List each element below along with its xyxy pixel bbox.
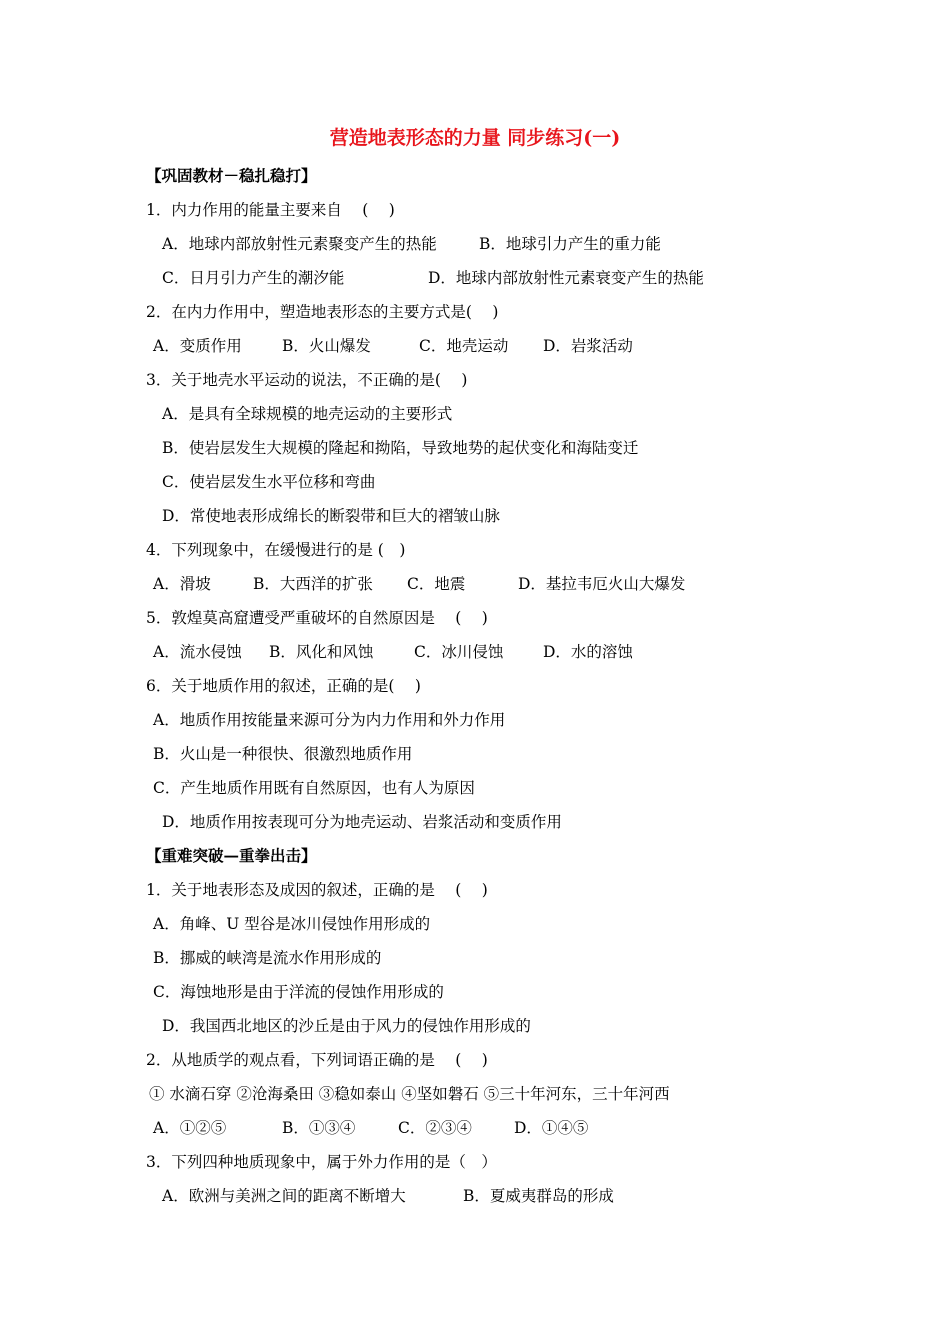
question-2-2-option-d: D．①④⑤ bbox=[514, 1119, 589, 1137]
question-2-option-c: C．地壳运动 bbox=[419, 337, 509, 355]
question-3-stem: 3．关于地壳水平运动的说法，不正确的是( ) bbox=[146, 371, 468, 389]
question-2-1-option-c: C．海蚀地形是由于洋流的侵蚀作用形成的 bbox=[153, 983, 444, 1001]
question-2-1-option-d: D．我国西北地区的沙丘是由于风力的侵蚀作用形成的 bbox=[162, 1017, 531, 1035]
question-2-option-b: B．火山爆发 bbox=[282, 337, 371, 355]
question-2-2-stem: 2．从地质学的观点看，下列词语正确的是 ( ) bbox=[146, 1051, 488, 1069]
question-4-stem: 4．下列现象中，在缓慢进行的是 ( ) bbox=[146, 541, 406, 559]
question-2-stem: 2．在内力作用中，塑造地表形态的主要方式是( ) bbox=[146, 303, 499, 321]
question-2-2-option-b: B．①③④ bbox=[282, 1119, 356, 1137]
question-3-option-b: B．使岩层发生大规模的隆起和拗陷，导致地势的起伏变化和海陆变迁 bbox=[162, 439, 639, 457]
question-1-option-a: A．地球内部放射性元素聚变产生的热能 bbox=[162, 235, 437, 253]
question-2-option-a: A．变质作用 bbox=[153, 337, 242, 355]
question-4-option-a: A．滑坡 bbox=[153, 575, 211, 593]
question-3-option-a: A．是具有全球规模的地壳运动的主要形式 bbox=[162, 405, 453, 423]
question-2-3-option-a: A．欧洲与美洲之间的距离不断增大 bbox=[162, 1187, 406, 1205]
question-4-option-d: D．基拉韦厄火山大爆发 bbox=[518, 575, 686, 593]
question-3-option-d: D．常使地表形成绵长的断裂带和巨大的褶皱山脉 bbox=[162, 507, 500, 525]
question-6-option-a: A．地质作用按能量来源可分为内力作用和外力作用 bbox=[153, 711, 506, 729]
question-2-3-option-b: B．夏威夷群岛的形成 bbox=[463, 1187, 614, 1205]
question-6-option-d: D．地质作用按表现可分为地壳运动、岩浆活动和变质作用 bbox=[162, 813, 562, 831]
question-2-2-items: ① 水滴石穿 ②沧海桑田 ③稳如泰山 ④坚如磐石 ⑤三十年河东，三十年河西 bbox=[149, 1085, 670, 1103]
question-4-option-b: B．大西洋的扩张 bbox=[253, 575, 373, 593]
section-heading-consolidate: 【巩固教材－稳扎稳打】 bbox=[146, 166, 317, 185]
question-5-option-b: B．风化和风蚀 bbox=[269, 643, 374, 661]
question-2-option-d: D．岩浆活动 bbox=[543, 337, 633, 355]
document-title: 营造地表形态的力量 同步练习(一) bbox=[329, 127, 621, 149]
question-1-stem: 1．内力作用的能量主要来自 ( ) bbox=[146, 201, 395, 219]
question-1-option-d: D．地球内部放射性元素衰变产生的热能 bbox=[428, 269, 704, 287]
question-5-option-d: D．水的溶蚀 bbox=[543, 643, 633, 661]
question-3-option-c: C．使岩层发生水平位移和弯曲 bbox=[162, 473, 376, 491]
question-6-option-c: C．产生地质作用既有自然原因，也有人为原因 bbox=[153, 779, 475, 797]
question-2-2-option-a: A．①②⑤ bbox=[153, 1119, 227, 1137]
question-2-3-stem: 3．下列四种地质现象中，属于外力作用的是（ ） bbox=[146, 1153, 497, 1171]
question-2-1-stem: 1．关于地表形态及成因的叙述，正确的是 ( ) bbox=[146, 881, 488, 899]
question-5-option-a: A．流水侵蚀 bbox=[153, 643, 242, 661]
question-1-option-b: B．地球引力产生的重力能 bbox=[479, 235, 661, 253]
question-2-1-option-a: A．角峰、U 型谷是冰川侵蚀作用形成的 bbox=[153, 915, 431, 933]
section-heading-breakthrough: 【重难突破—重拳出击】 bbox=[146, 846, 317, 865]
question-5-option-c: C．冰川侵蚀 bbox=[414, 643, 504, 661]
question-1-option-c: C．日月引力产生的潮汐能 bbox=[162, 269, 345, 287]
question-5-stem: 5．敦煌莫高窟遭受严重破坏的自然原因是 ( ) bbox=[146, 609, 488, 627]
question-4-option-c: C．地震 bbox=[407, 575, 466, 593]
question-2-2-option-c: C．②③④ bbox=[398, 1119, 472, 1137]
question-6-stem: 6．关于地质作用的叙述，正确的是( ) bbox=[146, 677, 421, 695]
question-6-option-b: B．火山是一种很快、很激烈地质作用 bbox=[153, 745, 413, 763]
question-2-1-option-b: B．挪威的峡湾是流水作用形成的 bbox=[153, 949, 382, 967]
